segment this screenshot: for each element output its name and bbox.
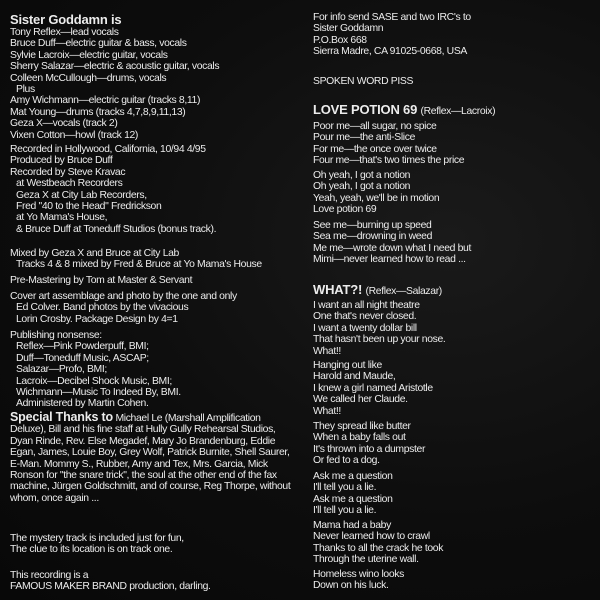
text-line: Deluxe), Bill and his fine staff at Hully Gully Rehearsal Studios, — [10, 424, 276, 436]
text-line: Colleen McCullough—drums, vocals — [10, 72, 167, 84]
spoken-word-title — [313, 76, 413, 87]
text-line: Duff—Toneduff Music, ASCAP; — [16, 352, 149, 364]
mastering-credit — [10, 275, 192, 286]
text-line: Ask me a question — [313, 493, 393, 505]
text-line: Geza X at City Lab Recorders, — [16, 189, 147, 201]
text-line: Bruce Duff—electric guitar & bass, vocals — [10, 38, 187, 50]
text-line: Mat Young—drums (tracks 4,7,8,9,11,13) — [10, 106, 186, 118]
text-line: Recorded by Steve Kravac — [10, 166, 126, 178]
text-line: Wichmann—Music To Indeed By, BMI. — [16, 387, 181, 399]
text-line: at Yo Mama's House, — [16, 212, 108, 224]
text-line: Sister Goddamn — [313, 23, 384, 35]
lyrics-stanza — [313, 421, 425, 467]
lyrics-stanza — [313, 471, 393, 517]
text-line: I want an all night theatre — [313, 300, 420, 311]
text-line: What!! — [313, 405, 341, 417]
text-line: I'll tell you a lie. — [313, 505, 377, 517]
text-line: When a baby falls out — [313, 432, 406, 444]
text-line: at Westbeach Recorders — [16, 178, 123, 190]
song-title-what — [313, 282, 442, 299]
text-line: Sylvie Lacroix—electric guitar, vocals — [10, 49, 168, 61]
text-line: Egan, James, Louie Boy, Grey Wolf, Patrick Burnite, Shell Saurer, — [10, 447, 290, 459]
text-line: Love potion 69 — [313, 204, 377, 216]
text-line: For me—the once over twice — [313, 143, 437, 155]
text-line: Oh yeah, I got a notion — [313, 181, 411, 193]
text-line: Salazar—Profo, BMI; — [16, 364, 107, 376]
publishing-credits — [10, 330, 181, 410]
text-line: The clue to its location is on track one. — [10, 544, 173, 556]
text-line: Vixen Cotton—howl (track 12) — [10, 129, 139, 141]
lyrics-stanza — [313, 121, 464, 167]
lyrics-stanza — [313, 300, 445, 357]
text-line: Through the uterine wall. — [313, 554, 419, 566]
text-line: Oh yeah, I got a notion — [313, 170, 411, 181]
thanks-line: Michael Le (Marshall Amplification — [115, 413, 261, 424]
text-line: Never learned how to crawl — [313, 531, 430, 543]
text-line: Me me—wrote down what I need but — [313, 242, 472, 254]
text-line: I knew a girl named Aristotle — [313, 382, 433, 394]
text-line: Mixed by Geza X and Bruce at City Lab — [10, 248, 179, 259]
text-line: P.O.Box 668 — [313, 34, 367, 46]
text-line: E-Man. Mommy S., Rubber, Amy and Tex, Mrs. Garcia, Mick — [10, 458, 268, 470]
text-line: Mimi—never learned how to read ... — [313, 254, 466, 266]
text-line: Four me—that's two times the price — [313, 155, 465, 167]
lyrics-stanza — [313, 569, 404, 592]
members-list — [10, 27, 219, 141]
text-line: Recorded in Hollywood, California, 10/94 4/95 — [10, 144, 206, 155]
mixing-credits — [10, 248, 262, 271]
song-credit: (Reflex—Lacroix) — [420, 106, 496, 117]
text-line: Yeah, yeah, we'll be in motion — [313, 192, 440, 204]
text-line: Ed Colver. Band photos by the vivacious — [16, 302, 189, 314]
song-title-love-potion — [313, 102, 495, 119]
text-line: Cover art assemblage and photo by the one and only — [10, 291, 237, 302]
recording-credits — [10, 144, 216, 235]
text-line: We called her Claude. — [313, 394, 408, 406]
text-line: See me—burning up speed — [313, 220, 432, 231]
text-line: One that's never closed. — [313, 311, 417, 323]
text-line: For info send SASE and two IRC's to — [313, 12, 471, 23]
text-line: Ask me a question — [313, 471, 393, 482]
text-line: I want a twenty dollar bill — [313, 322, 417, 334]
special-thanks-heading: Special Thanks to — [10, 410, 113, 424]
text-line: It's thrown into a dumpster — [313, 443, 426, 455]
text-line: I'll tell you a lie. — [313, 482, 377, 494]
text-line: Pre-Mastering by Tom at Master & Servant — [10, 275, 193, 286]
text-line: Homeless wino looks — [313, 569, 404, 580]
text-line: Lacroix—Decibel Shock Music, BMI; — [16, 375, 172, 387]
lyrics-stanza — [313, 520, 443, 566]
text-line: Fred "40 to the Head" Fredrickson — [16, 201, 162, 213]
text-line: Dyan Rinde, Rev. Else Megadef, Mary Jo Brandenburg, Eddie — [10, 435, 276, 447]
text-line: Or fed to a dog. — [313, 455, 380, 467]
text-line: The mystery track is included just for fun, — [10, 533, 184, 544]
text-line: & Bruce Duff at Toneduff Studios (bonus track). — [16, 223, 217, 235]
text-line: Publishing nonsense: — [10, 330, 102, 341]
text-line: Produced by Bruce Duff — [10, 155, 113, 167]
text-line: Ronson for "the snare trick", the soul at the other end of the fax — [10, 470, 277, 482]
art-credits — [10, 291, 237, 325]
text-line: What!! — [313, 345, 341, 357]
song-credit: (Reflex—Salazar) — [365, 286, 442, 297]
text-line: machine, Jürgen Goldschmitt, and of course, Reg Thorpe, without — [10, 481, 291, 493]
text-line: Plus — [16, 84, 35, 96]
text-line: They spread like butter — [313, 421, 411, 432]
lyrics-stanza — [313, 170, 439, 216]
song-title-text: LOVE POTION 69 — [313, 102, 418, 117]
contact-info — [313, 12, 471, 58]
text-line: This recording is a — [10, 570, 89, 581]
text-line: Tony Reflex—lead vocals — [10, 27, 119, 38]
band-heading: Sister Goddamn is — [10, 12, 122, 27]
text-line: Pour me—the anti-Slice — [313, 132, 416, 144]
text-line: Sherry Salazar—electric & acoustic guitar, vocals — [10, 61, 220, 73]
text-line: That hasn't been up your nose. — [313, 334, 446, 346]
text-line: Hanging out like — [313, 360, 382, 371]
text-line: Harold and Maude, — [313, 371, 396, 383]
text-line: Down on his luck. — [313, 580, 389, 592]
song-title-text: WHAT?! — [313, 282, 363, 297]
text-line: Administered by Martin Cohen. — [16, 398, 149, 410]
lyrics-stanza — [313, 360, 433, 417]
text-line: SPOKEN WORD PISS — [313, 76, 414, 87]
text-line: Lorin Crosby. Package Design by 4=1 — [16, 313, 178, 325]
text-line: Reflex—Pink Powderpuff, BMI; — [16, 341, 149, 353]
text-line: Mama had a baby — [313, 520, 391, 531]
text-line: Amy Wichmann—electric guitar (tracks 8,11) — [10, 95, 201, 107]
text-line: Geza X—vocals (track 2) — [10, 118, 118, 130]
brand-note — [10, 570, 211, 593]
text-line: Thanks to all the crack he took — [313, 542, 444, 554]
mystery-track-note — [10, 533, 184, 556]
text-line: Tracks 4 & 8 mixed by Fred & Bruce at Yo Mama's House — [16, 259, 262, 271]
lyrics-stanza — [313, 220, 471, 266]
text-line: whom, once again ... — [10, 492, 99, 504]
special-thanks — [10, 412, 290, 504]
text-line: Sierra Madre, CA 91025-0668, USA — [313, 46, 467, 58]
text-line: FAMOUS MAKER BRAND production, darling. — [10, 581, 211, 593]
text-line: Poor me—all sugar, no spice — [313, 121, 437, 132]
text-line: Sea me—drowning in weed — [313, 231, 433, 243]
